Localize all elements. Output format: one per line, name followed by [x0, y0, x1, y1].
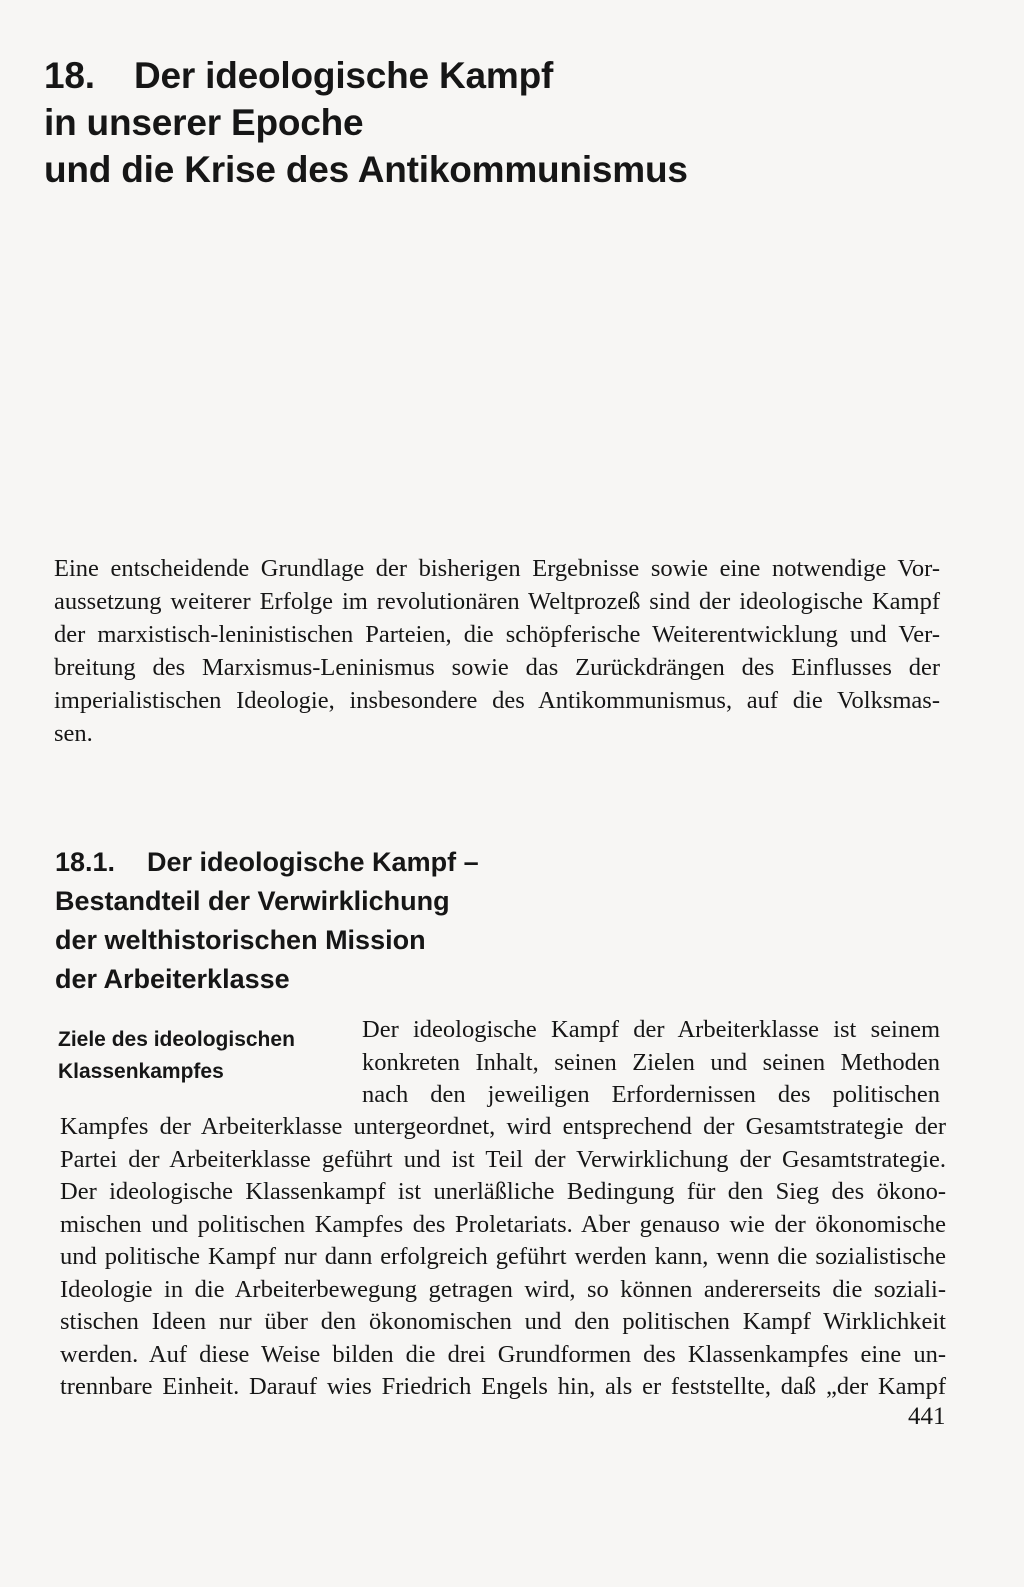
margin-heading [58, 1024, 348, 1088]
text-line: stischen Ideen nur über den ökonomischen und den politischen Kampf Wirklichkeit [60, 1308, 946, 1335]
text-line: trennbare Einheit. Darauf wies Friedrich Engels hin, als er feststellte, daß „der Kampf [60, 1373, 946, 1400]
text-line: aussetzung weiterer Erfolge im revolutionären Weltprozeß sind der ideologische Kampf [54, 588, 940, 615]
text-line: sen. [54, 720, 93, 747]
text-line: Partei der Arbeiterklasse geführt und ist Teil der Verwirklichung der Gesamtstrategie. [60, 1145, 946, 1173]
body-paragraph-continued [60, 1111, 946, 1404]
body-paragraph-start [362, 1014, 940, 1112]
chapter-number: 18. [44, 55, 95, 96]
section-title-line: der welthistorischen Mission [55, 925, 426, 955]
text-line: konkreten Inhalt, seinen Zielen und seinen Methoden [362, 1048, 940, 1076]
text-line: und politische Kampf nur dann erfolgreich geführt werden kann, wenn die sozialistische [60, 1243, 946, 1270]
text-line: imperialistischen Ideologie, insbesondere des Antikommunismus, auf die Volksmas- [54, 687, 940, 714]
text-line: Kampfes der Arbeiterklasse untergeordnet, wird entsprechend der Gesamtstrategie der [60, 1113, 946, 1140]
text-line: breitung des Marxismus-Leninismus sowie das Zurückdrängen des Einflusses der [54, 654, 940, 681]
page-number: 441 [908, 1403, 946, 1430]
margin-heading-line: Ziele des ideologischen [58, 1028, 295, 1051]
chapter-heading [44, 52, 844, 193]
section-title-line: 18.1. Der ideologische Kampf – [55, 843, 655, 882]
text-line: Ideologie in die Arbeiterbewegung getragen wird, so können andererseits die soziali- [60, 1275, 946, 1303]
text-line: der marxistisch-leninistischen Parteien, die schöpferische Weiterentwicklung und Ver- [54, 621, 940, 648]
text-line: mischen und politischen Kampfes des Proletariats. Aber genauso wie der ökonomische [60, 1210, 946, 1238]
text-line: werden. Auf diese Weise bilden die drei Grundformen des Klassenkampfes eine un- [60, 1340, 946, 1368]
text-line: Der ideologische Kampf der Arbeiterklasse ist seinem [362, 1016, 940, 1043]
chapter-title-line: und die Krise des Antikommunismus [44, 149, 688, 190]
intro-paragraph [54, 552, 940, 750]
text-line: Eine entscheidende Grundlage der bisherigen Ergebnisse sowie eine notwendige Vor- [54, 555, 940, 582]
chapter-title-line: in unserer Epoche [44, 102, 364, 143]
section-title-line: der Arbeiterklasse [55, 964, 290, 994]
text-line: nach den jeweiligen Erfordernissen des politischen [362, 1081, 940, 1108]
chapter-title-line: 18. Der ideologische Kampf [44, 52, 844, 99]
section-number: 18.1. [55, 847, 116, 877]
margin-heading-line: Klassenkampfes [58, 1060, 224, 1083]
text-line: Der ideologische Klassenkampf ist unerläßliche Bedingung für den Sieg des ökono- [60, 1178, 946, 1205]
section-title-line: Bestandteil der Verwirklichung [55, 886, 450, 916]
section-heading [55, 843, 655, 999]
